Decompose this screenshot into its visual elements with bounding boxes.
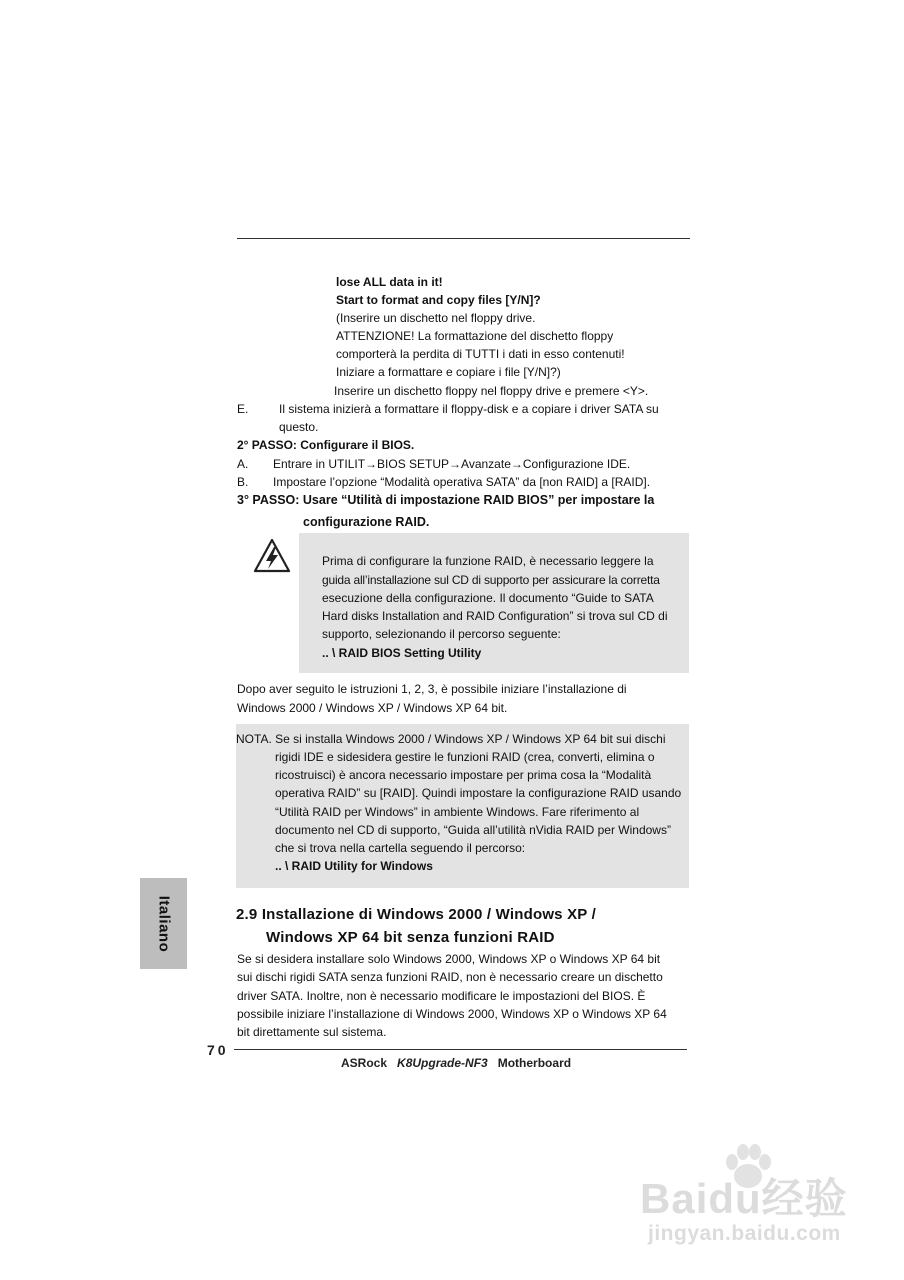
intro-line-2: Start to format and copy files [Y/N]? xyxy=(336,293,541,307)
step3-line-2: configurazione RAID. xyxy=(303,515,430,529)
step3-line-1: 3° PASSO: Usare “Utilità di impostazione RAID BIOS” per impostare la xyxy=(237,493,655,507)
page-number: 70 xyxy=(207,1042,229,1058)
language-side-tab xyxy=(140,878,187,969)
intro-line-5: comporterà la perdita di TUTTI i dati in esso contenuti! xyxy=(336,347,625,361)
nota-line-4: operativa RAID” su [RAID]. Quindi impostare la configurazione RAID usando xyxy=(275,786,682,800)
intro-line-7: Inserire un dischetto floppy nel floppy drive e premere <Y>. xyxy=(334,384,649,398)
nota-line-1: NOTA. Se si installa Windows 2000 / Windows XP / Windows XP 64 bit sui dischi xyxy=(236,732,666,746)
language-side-tab-label: Italiano xyxy=(155,895,172,952)
nota-box xyxy=(236,724,689,888)
warning-line-3: esecuzione della configurazione. Il documento “Guide to SATA xyxy=(322,591,654,605)
nota-line-7: che si trova nella cartella seguendo il percorso: xyxy=(275,841,526,855)
nota-path: .. \ RAID Utility for Windows xyxy=(275,859,433,873)
step-e-letter: E. xyxy=(237,402,249,416)
intro-line-6: Iniziare a formattare e copiare i file [Y/N]?) xyxy=(336,365,561,379)
step2-b-letter: B. xyxy=(237,475,249,489)
section-para-line-1: Se si desidera installare solo Windows 2000, Windows XP o Windows XP 64 bit xyxy=(237,952,661,966)
step-e-line-1: Il sistema inizierà a formattare il floppy-disk e a copiare i driver SATA su xyxy=(279,402,659,416)
watermark-url: jingyan.baidu.com xyxy=(648,1222,841,1245)
nota-line-5: “Utilità RAID per Windows” in ambiente Windows. Fare riferimento al xyxy=(275,805,640,819)
intro-line-1: lose ALL data in it! xyxy=(336,275,443,289)
section-para-line-5: bit direttamente sul sistema. xyxy=(237,1025,387,1039)
intro-line-4: ATTENZIONE! La formattazione del dischetto floppy xyxy=(336,329,614,343)
footer-text xyxy=(341,1056,571,1070)
warning-note-box xyxy=(299,533,689,673)
section-heading-line-2: Windows XP 64 bit senza funzioni RAID xyxy=(266,929,555,946)
top-rule xyxy=(237,238,690,239)
warning-line-1: Prima di configurare la funzione RAID, è necessario leggere la xyxy=(322,554,654,568)
watermark-logo: Baidu经验 xyxy=(640,1175,848,1222)
section-heading-line-1: 2.9 Installazione di Windows 2000 / Windows XP / xyxy=(236,906,596,923)
warning-line-5: supporto, selezionando il percorso seguente: xyxy=(322,627,561,641)
warning-line-4: Hard disks Installation and RAID Configuration” si trova sul CD di xyxy=(322,609,668,623)
step2-a-text: Entrare in UTILIT→BIOS SETUP→Avanzate→Configurazione IDE. xyxy=(273,457,631,471)
footer-product: Motherboard xyxy=(497,1056,572,1070)
intro-line-3: (Inserire un dischetto nel floppy drive. xyxy=(336,311,536,325)
footer-model: K8Upgrade-NF3 xyxy=(397,1056,488,1070)
nota-line-2: rigidi IDE e sidesidera gestire le funzioni RAID (crea, converti, elimina o xyxy=(275,750,655,764)
warning-lightning-icon xyxy=(252,536,292,576)
section-para-line-4: possibile iniziare l’installazione di Windows 2000, Windows XP o Windows XP 64 xyxy=(237,1007,667,1021)
footer-brand: ASRock xyxy=(341,1056,388,1070)
warning-path: .. \ RAID BIOS Setting Utility xyxy=(322,646,482,660)
step2-b-text: Impostare l’opzione “Modalità operativa SATA” da [non RAID] a [RAID]. xyxy=(273,475,651,489)
section-para-line-3: driver SATA. Inoltre, non è necessario modificare le impostazioni del BIOS. È xyxy=(237,989,646,1003)
nota-line-6: documento nel CD di supporto, “Guida all’utilità nVidia RAID per Windows” xyxy=(275,823,671,837)
footer-rule xyxy=(234,1049,687,1050)
step2-a-letter: A. xyxy=(237,457,249,471)
after-steps-line-2: Windows 2000 / Windows XP / Windows XP 64 bit. xyxy=(237,701,508,715)
nota-line-3: ricostruisci) è ancora necessario impostare per prima cosa la “Modalità xyxy=(275,768,652,782)
step2-title: 2° PASSO: Configurare il BIOS. xyxy=(237,438,415,452)
warning-line-2: guida all’installazione sul CD di supporto per assicurare la corretta xyxy=(322,573,660,587)
step-e-line-2: questo. xyxy=(279,420,319,434)
section-para-line-2: sui dischi rigidi SATA senza funzioni RAID, non è necessario creare un dischetto xyxy=(237,970,663,984)
after-steps-line-1: Dopo aver seguito le istruzioni 1, 2, 3, è possibile iniziare l’installazione di xyxy=(237,682,627,696)
